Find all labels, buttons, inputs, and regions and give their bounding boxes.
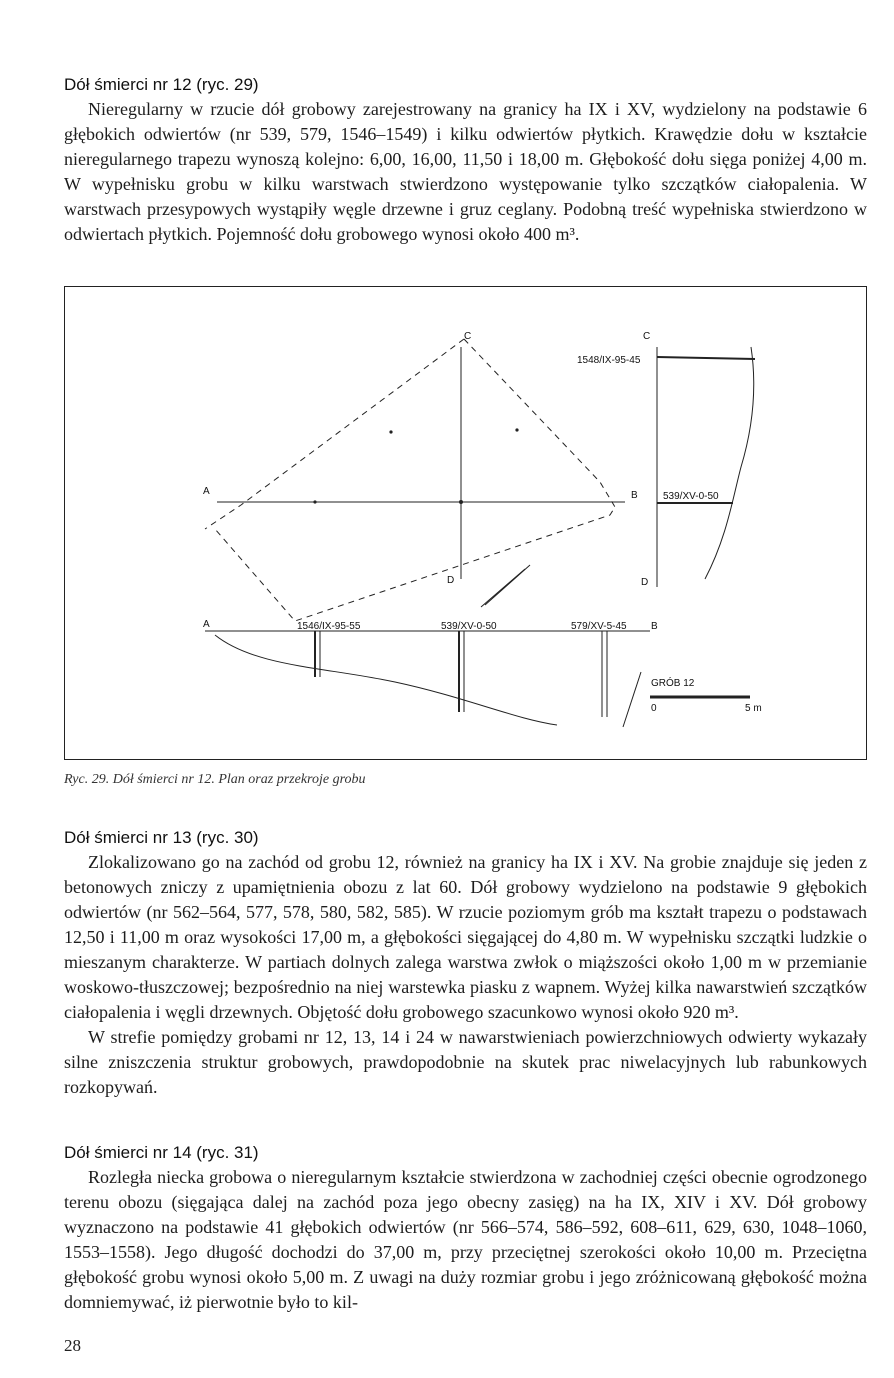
- label-c-section: C: [643, 331, 651, 342]
- plan-point-w: [313, 500, 316, 503]
- label-c-plan: C: [464, 331, 472, 342]
- section-ab-profile: [215, 635, 557, 725]
- page-number: 28: [64, 1336, 81, 1355]
- plan-point-ne: [515, 428, 518, 431]
- label-bore-1546: 1546/IX-95-55: [297, 621, 361, 632]
- label-bore-1548: 1548/IX-95-45: [577, 355, 641, 366]
- section-grave-14: [64, 1140, 867, 1315]
- figure-drawing: [65, 287, 866, 759]
- scale-zero: 0: [651, 703, 657, 714]
- section-heading: Dół śmierci nr 14 (ryc. 31): [64, 1143, 259, 1162]
- label-b-plan: B: [631, 490, 638, 501]
- section-grave-13: [64, 825, 867, 1100]
- figure-caption: Ryc. 29. Dół śmierci nr 12. Plan oraz przekroje grobu: [64, 772, 366, 787]
- paragraph: Zlokalizowano go na zachód od grobu 12, również na granicy ha IX i XV. Na grobie znajduje się jeden z betonowych zniczy z upamiętnienia obozu z lat 60. Dół grobowy wydzielono na podstawie 9 głębokich odwiertów (nr 562–564, 577, 578, 580, 582, 585). W rzucie poziomym grób ma kształt trapezu o podstawach 12,50 i 11,00 m oraz wysokości 17,00 m, a głębokości sięgającej do 4,80 m. W wypełnisku szczątki ludzkie o mieszanym charakterze. W partiach dolnych zalega warstwa zwłok o miąższości około 1,00 m w przemianie woskowo-tłuszczowej; bezpośrednio na niej warstewka piasku z wapnem. Wyżej kilka nawarstwień szczątków ciałopalenia i węgli drzewnych. Objętość dołu grobowego szacunkowo wynosi około 920 m³.: [64, 852, 867, 1022]
- paragraph: W strefie pomiędzy grobami nr 12, 13, 14 i 24 w nawarstwieniach powierzchniowych odwierty wykazały silne zniszczenia struktur grobowych, prawdopodobnie na skutek prac niwelacyjnych lub rabunkowych rozkopywań.: [64, 1027, 867, 1097]
- figure-plan-and-sections: [64, 286, 867, 760]
- label-bore-579: 579/XV-5-45: [571, 621, 627, 632]
- plan-north-line-2: [481, 569, 525, 607]
- plan-centre-point: [459, 500, 463, 504]
- section-cd-bore-top: [657, 357, 755, 359]
- scale-max: 5 m: [745, 703, 762, 714]
- paragraph: Rozległa niecka grobowa o nieregularnym kształcie stwierdzona w zachodniej części obecnie ogrodzonego terenu obozu (sięgająca dalej na zachód poza jego obecny zasięg) na ha IX, XIV i XV. Dół grobowy wyznaczono na podstawie 41 głębokich odwiertów (nr 566–574, 586–592, 608–611, 629, 630, 1048–1060, 1553–1558). Jego długość dochodzi do 37,00 m, przy przeciętnej szerokości około 10,00 m. Przeciętna głębokość grobu wynosi około 5,00 m. Z uwagi na duży rozmiar grobu i jego zróżnicowaną głębokość można domniemywać, iż pierwotnie było to kil-: [64, 1167, 867, 1312]
- figure-title: GRÓB 12: [651, 678, 695, 689]
- plan-point-nw: [389, 430, 392, 433]
- label-d-plan: D: [447, 575, 455, 586]
- label-bore-539-cd: 539/XV-0-50: [663, 491, 719, 502]
- section-cd-profile: [705, 347, 754, 579]
- label-a-section: A: [203, 619, 210, 630]
- section-heading: Dół śmierci nr 12 (ryc. 29): [64, 75, 259, 94]
- label-d-section: D: [641, 577, 649, 588]
- scale-slash: [623, 672, 641, 727]
- paragraph: Nieregularny w rzucie dół grobowy zarejestrowany na granicy ha IX i XV, wydzielony na podstawie 6 głębokich odwiertów (nr 539, 579, 1546–1549) i kilku odwiertów płytkich. Krawędzie dołu w kształcie nieregularnego trapezu wynoszą kolejno: 6,00, 16,00, 11,50 i 18,00 m. Głębokość dołu sięga poniżej 4,00 m. W wypełnisku grobu w kilku warstwach stwierdzono występowanie tylko szczątków ciałopalenia. W warstwach przesypowych wystąpiły węgle drzewne i gruz ceglany. Podobną treść wypełniska stwierdzono w odwiertach płytkich. Pojemność dołu grobowego wynosi około 400 m³.: [64, 99, 867, 244]
- section-grave-12: [64, 72, 867, 247]
- section-heading: Dół śmierci nr 13 (ryc. 30): [64, 828, 259, 847]
- plan-outline-nw: [205, 339, 464, 529]
- label-bore-539-ab: 539/XV-0-50: [441, 621, 497, 632]
- label-b-section: B: [651, 621, 658, 632]
- label-a-plan: A: [203, 486, 210, 497]
